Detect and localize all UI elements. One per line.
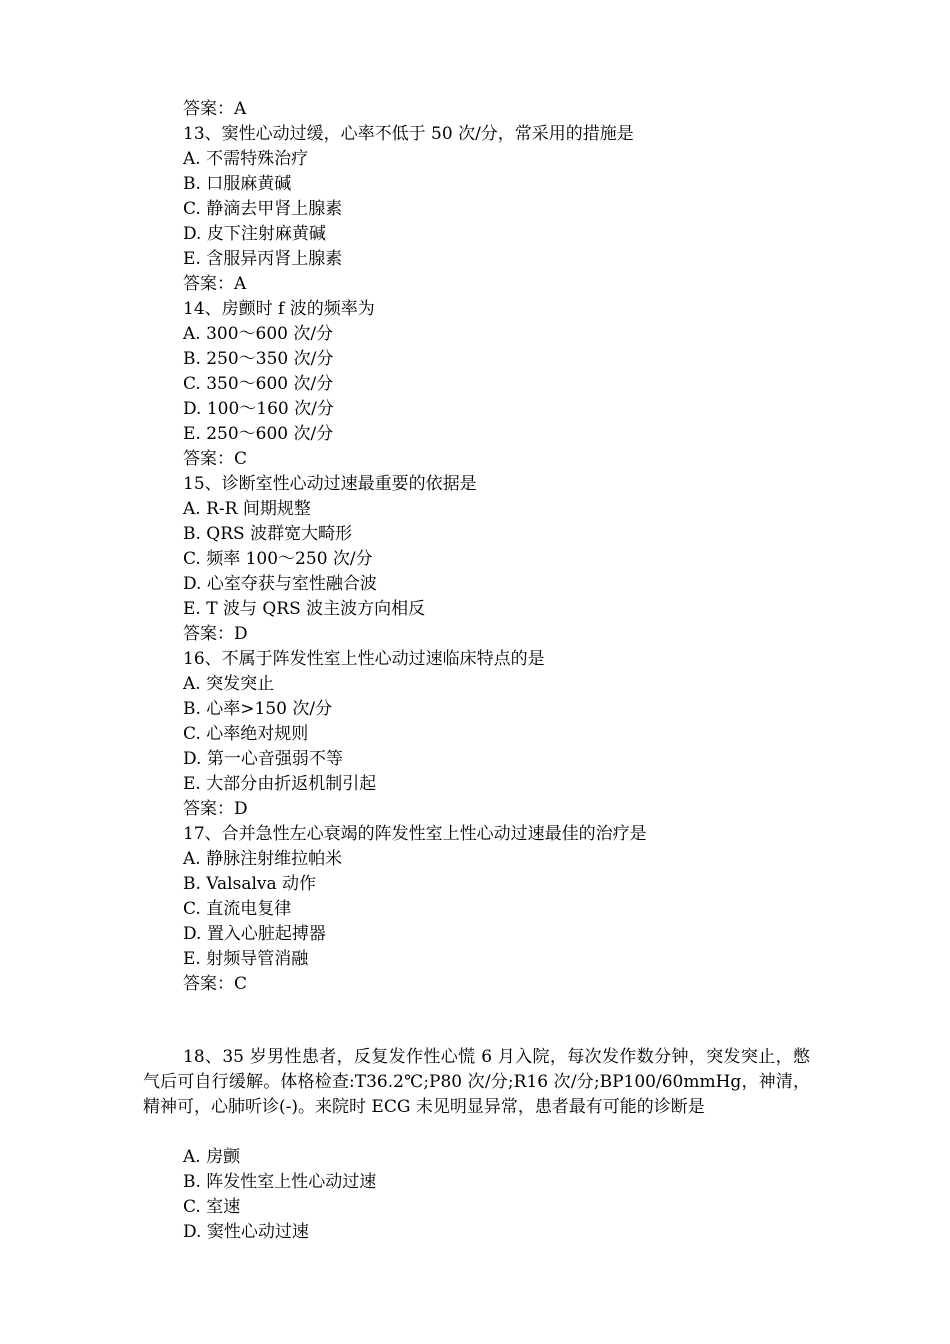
answer-line: 答案：C — [183, 974, 248, 994]
option-line: C. 频率 100～250 次/分 — [183, 549, 373, 569]
option-line: E. 250～600 次/分 — [183, 424, 334, 444]
answer-line: 答案：D — [183, 624, 248, 644]
option-line: C. 350～600 次/分 — [183, 374, 334, 394]
option-line: B. 阵发性室上性心动过速 — [183, 1172, 377, 1192]
question-18-options — [183, 1145, 813, 1245]
option-line: C. 静滴去甲肾上腺素 — [183, 199, 343, 219]
option-line: B. 心率>150 次/分 — [183, 699, 333, 719]
question-stem: 13、窦性心动过缓，心率不低于 50 次/分，常采用的措施是 — [183, 124, 634, 144]
option-line: A. R-R 间期规整 — [183, 499, 311, 519]
option-line: A. 不需特殊治疗 — [183, 149, 309, 169]
option-line: D. 心室夺获与室性融合波 — [183, 574, 377, 594]
option-line: E. 射频导管消融 — [183, 949, 309, 969]
option-line: A. 300～600 次/分 — [183, 324, 334, 344]
option-line: C. 直流电复律 — [183, 899, 292, 919]
answer-line: 答案：A — [183, 99, 247, 119]
question-list — [183, 97, 813, 997]
option-line: E. T 波与 QRS 波主波方向相反 — [183, 599, 426, 619]
question-stem: 16、不属于阵发性室上性心动过速临床特点的是 — [183, 649, 545, 669]
option-line: C. 室速 — [183, 1197, 241, 1217]
answer-line: 答案：A — [183, 274, 247, 294]
answer-line: 答案：D — [183, 799, 248, 819]
option-line: B. 250～350 次/分 — [183, 349, 334, 369]
question-stem-18: 18、35 岁男性患者，反复发作性心慌 6 月入院，每次发作数分钟，突发突止，憋气后可自行缓解。体格检查:T36.2℃;P80 次/分;R16 次/分;BP100/60mmHg，神清，精神可，心肺听诊(-)。来院时 ECG 未见明显异常，患者最有可能的诊断是 — [143, 1047, 810, 1117]
option-line: C. 心率绝对规则 — [183, 724, 309, 744]
question-stem: 15、诊断室性心动过速最重要的依据是 — [183, 474, 477, 494]
option-line: E. 含服异丙肾上腺素 — [183, 249, 343, 269]
option-line: B. QRS 波群宽大畸形 — [183, 524, 353, 544]
option-line: D. 窦性心动过速 — [183, 1222, 309, 1242]
option-line: A. 房颤 — [183, 1147, 241, 1167]
option-line: D. 100～160 次/分 — [183, 399, 334, 419]
option-line: E. 大部分由折返机制引起 — [183, 774, 377, 794]
option-line: A. 静脉注射维拉帕米 — [183, 849, 343, 869]
answer-line: 答案：C — [183, 449, 248, 469]
option-line: A. 突发突止 — [183, 674, 275, 694]
option-line: B. 口服麻黄碱 — [183, 174, 292, 194]
option-line: B. Valsalva 动作 — [183, 874, 317, 894]
question-stem: 14、房颤时 f 波的频率为 — [183, 299, 375, 319]
option-line: D. 第一心音强弱不等 — [183, 749, 343, 769]
option-line: D. 皮下注射麻黄碱 — [183, 224, 326, 244]
option-line: D. 置入心脏起搏器 — [183, 924, 326, 944]
question-stem: 17、合并急性左心衰竭的阵发性室上性心动过速最佳的治疗是 — [183, 824, 647, 844]
